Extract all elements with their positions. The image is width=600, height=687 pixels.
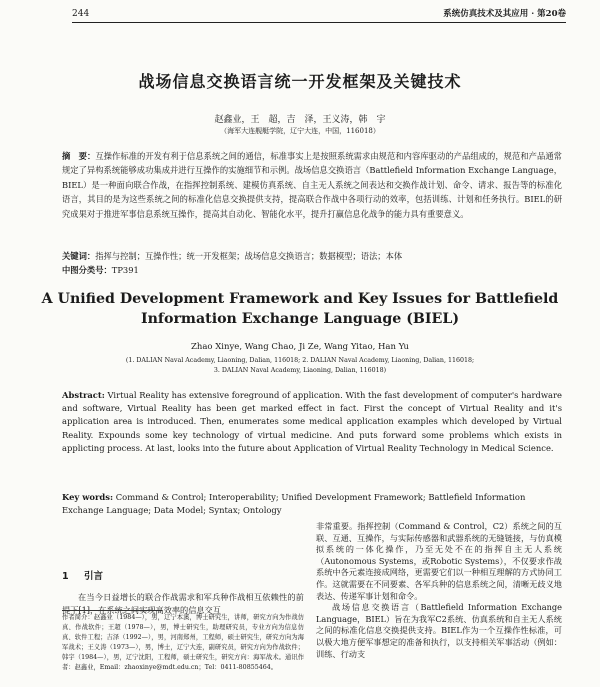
clc-value: TP391 xyxy=(111,265,139,275)
section-number: 1 xyxy=(62,571,69,582)
english-affiliation-line-2: 3. DALIAN Naval Academy, Liaoning, Dalian, 116018) xyxy=(213,367,387,374)
english-authors: Zhao Xinye, Wang Chao, Ji Ze, Wang Yitao, Han Yu xyxy=(190,342,410,352)
english-keywords-label: Key words: xyxy=(62,492,114,502)
chinese-title: 战场信息交换语言统一开发框架及关键技术 xyxy=(138,72,462,91)
english-title xyxy=(0,289,600,329)
english-abstract-label: Abstract: xyxy=(62,390,105,400)
right-column-paragraph-1: 非常重要。指挥控制（Command & Control，C2）系统之间的互联、互通、互操作，与实际传感器和武器系统的无缝链接，与仿真模拟系统的一体化操作，乃至无处不在的指挥自主无人系统（Autonomous Systems，或Robotic Systems），不仅要求作战系统中各元素连接成网络，更需要它们以一种相互理解的方式协同工作。这就需要在不同要素、各军兵种的信息系统之间，清晰无歧义地表达、传递军事计划和命令。 xyxy=(316,521,562,601)
clc-label: 中图分类号： xyxy=(62,265,112,275)
english-title-line-1: A Unified Development Framework and Key Issues for Battlefield xyxy=(41,291,559,307)
chinese-abstract-label: 摘 要： xyxy=(62,151,96,161)
section-title: 引言 xyxy=(84,571,104,582)
author-footnote: 作者简介：赵鑫业（1984—），男，辽宁本溪，博士研究生，讲师，研究方向为作战仿真、作战软件；王超（1978—），男，博士研究生，助理研究员，专业方向为信息仿真、软件工程；吉泽（1992—），男，河南郑州，工程师，硕士研究生，研究方向为海军战术；王义涛（1973—），男，博士，辽宁大连，副研究员，研究方向为作战软件；韩宇（1984—），男，辽宁沈阳，工程师，硕士研究生，研究方向：海军战术。通讯作者：赵鑫业，Email：zhaoxinye@mdt.edu.cn；Tel：0411-80855464。 xyxy=(62,614,304,671)
english-keywords-text: Command & Control; Interoperability; Unified Development Framework; Battlefield Information Exchange Language; Data Model; Syntax; Ontology xyxy=(62,492,526,515)
chinese-keywords-text: 指挥与控制；互操作性；统一开发框架；战场信息交换语言；数据模型；语法；本体 xyxy=(95,251,403,261)
section-1-heading xyxy=(62,568,304,582)
clc-number xyxy=(62,264,562,277)
introduction-paragraph: 在当今日益增长的联合作战需求和军兵种作战相互依赖性的前提下[1]，在系统之间实现高效率的信息交互 xyxy=(62,592,304,615)
chinese-keywords-label: 关键词： xyxy=(62,251,96,261)
journal-name: 系统仿真技术及其应用 · 第20卷 xyxy=(443,9,566,19)
right-column-paragraph-2: 战场信息交换语言（Battlefield Information Exchange Language，BIEL）旨在为我军C2系统、仿真系统和自主无人系统之间的标准化信息交换提供支持。BIEL作为一个互操作性标准，可以极大地方便军事想定的准备和执行，以支持相关军事活动（例如：训练、行动支 xyxy=(316,602,562,659)
chinese-keywords xyxy=(62,250,562,263)
right-column xyxy=(316,521,562,660)
english-abstract xyxy=(62,389,562,455)
english-title-line-2: Information Exchange Language (BIEL) xyxy=(140,311,460,327)
chinese-abstract-text: 互操作标准的开发有利于信息系统之间的通信，标准事实上是按照系统需求由规范和内容库驱动的产品组成的，规范和产品通常规定了异构系统能够成功集成并进行互操作的实施细节和示例。战场信息交换语言（Battlefield Information Exchange Language，BIEL）是一种面向联合作战，在指挥控制系统、建模仿真系统、自主无人系统之间表达和交换作战计划、命令、请求、报告等的标准化语言，其目的是为这些系统之间的标准化信息交换提供支持，提高联合作战中各项行动的效率，包括训练、计划和任务执行。BIEL的研究成果对于推进军事信息系统互操作，提高其自动化、智能化水平，提升打赢信息化战争的能力具有重要意义。 xyxy=(62,151,562,219)
english-affiliation-line-1: (1. DALIAN Naval Academy, Liaoning, Dalian, 116018; 2. DALIAN Naval Academy, Liaoning, Dalian, 116018; xyxy=(125,357,475,364)
english-keywords xyxy=(62,491,562,517)
chinese-affiliation: （海军大连舰艇学院，辽宁大连，中国，116018） xyxy=(220,127,380,135)
english-abstract-text: Virtual Reality has extensive foreground of application. With the fast development of computer's hardware and software, Virtual Reality has been get marked effect in fact. First the concept of Virtual Reality and it's application area is introduced. Then, enumerates some medical application examples which developed by Virtual Reality. Expounds some key technology of virtual medicine. And puts forward some problems which exists in applicting process. At last, looks into the future about Application of Virtual Reality Technology in Medical Science. xyxy=(62,390,562,453)
page-number: 244 xyxy=(72,9,90,19)
chinese-authors: 赵鑫业，王 超，吉 泽，王义涛，韩 宇 xyxy=(214,115,386,125)
running-header xyxy=(72,8,566,23)
footnote-divider xyxy=(62,610,162,611)
chinese-abstract xyxy=(62,149,562,221)
